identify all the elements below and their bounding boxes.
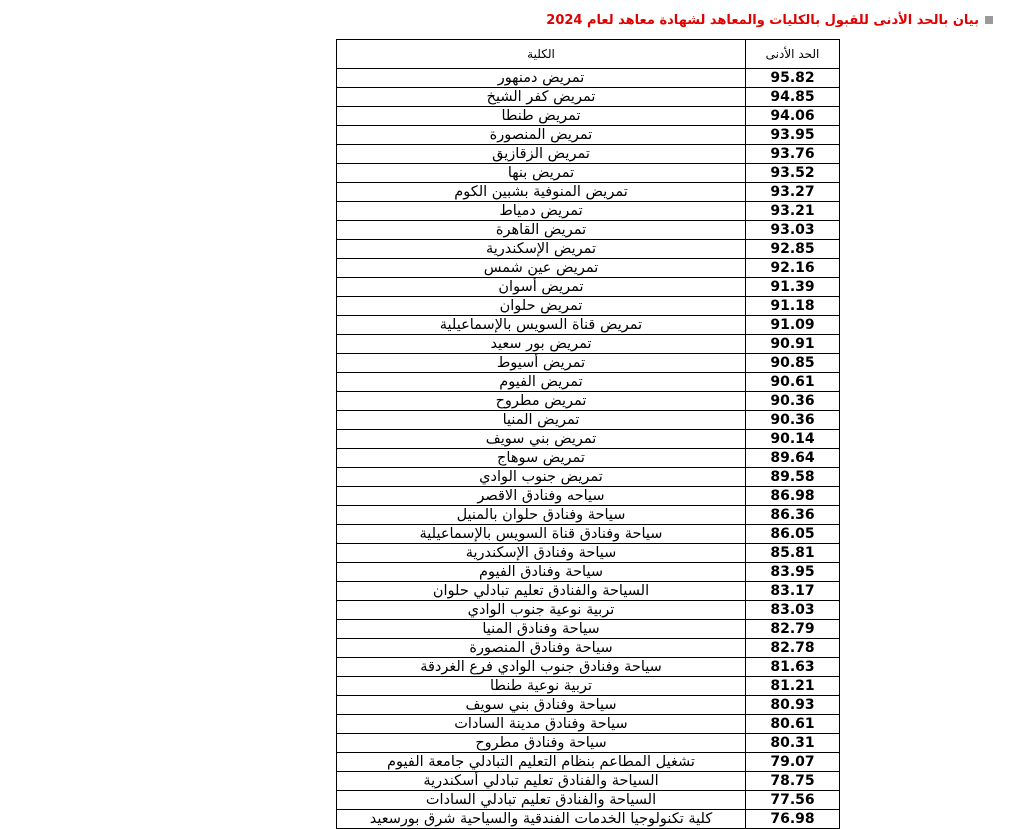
min-score-cell: 94.85 [746,88,840,107]
college-name-cell: كلية تكنولوجيا الخدمات الفندقية والسياحية شرق بورسعيد [337,810,746,829]
table-row [337,487,840,506]
min-score-cell: 80.31 [746,734,840,753]
min-score-cell: 83.03 [746,601,840,620]
table-row [337,297,840,316]
college-name-cell: تمريض دمنهور [337,69,746,88]
table-row [337,791,840,810]
min-score-cell: 82.79 [746,620,840,639]
header-college: الكلية [337,40,746,69]
table-row [337,734,840,753]
college-name-cell: السياحة والفنادق تعليم تبادلي أسكندرية [337,772,746,791]
table-row [337,753,840,772]
table-row [337,259,840,278]
min-score-cell: 92.85 [746,240,840,259]
min-score-cell: 90.14 [746,430,840,449]
table-row [337,316,840,335]
min-score-cell: 81.63 [746,658,840,677]
table-body [337,69,840,829]
table-row [337,164,840,183]
table-row [337,278,840,297]
min-score-cell: 93.03 [746,221,840,240]
college-name-cell: تمريض المنصورة [337,126,746,145]
min-score-cell: 80.93 [746,696,840,715]
table-row [337,544,840,563]
table-row [337,658,840,677]
college-name-cell: تربية نوعية جنوب الوادي [337,601,746,620]
table-row [337,525,840,544]
college-name-cell: سياحة وفنادق المنصورة [337,639,746,658]
min-score-cell: 76.98 [746,810,840,829]
min-score-cell: 93.27 [746,183,840,202]
min-score-cell: 83.95 [746,563,840,582]
college-name-cell: سياحه وفنادق الاقصر [337,487,746,506]
college-name-cell: تمريض سوهاج [337,449,746,468]
table-row [337,373,840,392]
table-row [337,240,840,259]
table-row [337,354,840,373]
college-name-cell: تمريض الفيوم [337,373,746,392]
table-row [337,506,840,525]
min-score-cell: 83.17 [746,582,840,601]
min-score-cell: 80.61 [746,715,840,734]
college-name-cell: تمريض المنيا [337,411,746,430]
min-score-cell: 90.36 [746,411,840,430]
college-name-cell: تمريض دمياط [337,202,746,221]
table-header-row [337,40,840,69]
college-name-cell: سياحة وفنادق مطروح [337,734,746,753]
college-name-cell: سياحة وفنادق حلوان بالمنيل [337,506,746,525]
min-score-cell: 85.81 [746,544,840,563]
min-score-cell: 91.18 [746,297,840,316]
college-name-cell: تمريض بنها [337,164,746,183]
table-row [337,696,840,715]
college-name-cell: تمريض المنوفية بشبين الكوم [337,183,746,202]
min-score-cell: 77.56 [746,791,840,810]
min-score-cell: 90.91 [746,335,840,354]
min-score-cell: 91.09 [746,316,840,335]
college-name-cell: تمريض القاهرة [337,221,746,240]
table-row [337,335,840,354]
college-name-cell: تشغيل المطاعم بنظام التعليم التبادلي جامعة الفيوم [337,753,746,772]
college-name-cell: تمريض أسيوط [337,354,746,373]
college-name-cell: السياحة والفنادق تعليم تبادلي السادات [337,791,746,810]
college-name-cell: تمريض قناة السويس بالإسماعيلية [337,316,746,335]
header-min-score: الحد الأدنى [746,40,840,69]
college-name-cell: سياحة وفنادق بني سويف [337,696,746,715]
college-name-cell: تمريض بور سعيد [337,335,746,354]
min-score-cell: 90.36 [746,392,840,411]
table-row [337,107,840,126]
min-score-cell: 93.21 [746,202,840,221]
college-name-cell: تمريض أسوان [337,278,746,297]
table-row [337,411,840,430]
college-name-cell: تربية نوعية طنطا [337,677,746,696]
table-row [337,430,840,449]
page-title: بيان بالحد الأدنى للقبول بالكليات والمعاهد لشهادة معاهد لعام 2024 [546,12,979,28]
min-score-cell: 95.82 [746,69,840,88]
college-name-cell: تمريض عين شمس [337,259,746,278]
admission-table [336,39,840,829]
min-score-cell: 82.78 [746,639,840,658]
college-name-cell: سياحة وفنادق الفيوم [337,563,746,582]
college-name-cell: السياحة والفنادق تعليم تبادلي حلوان [337,582,746,601]
college-name-cell: تمريض الإسكندرية [337,240,746,259]
min-score-cell: 79.07 [746,753,840,772]
min-score-cell: 90.61 [746,373,840,392]
college-name-cell: تمريض مطروح [337,392,746,411]
table-row [337,88,840,107]
square-bullet-icon [985,16,993,24]
table-row [337,202,840,221]
table-row [337,677,840,696]
min-score-cell: 81.21 [746,677,840,696]
table-row [337,601,840,620]
college-name-cell: تمريض بني سويف [337,430,746,449]
min-score-cell: 89.64 [746,449,840,468]
min-score-cell: 86.36 [746,506,840,525]
college-name-cell: سياحة وفنادق المنيا [337,620,746,639]
table-row [337,183,840,202]
table-row [337,145,840,164]
table-row [337,639,840,658]
college-name-cell: سياحة وفنادق جنوب الوادي فرع الغردقة [337,658,746,677]
min-score-cell: 92.16 [746,259,840,278]
table-row [337,582,840,601]
table-row [337,126,840,145]
college-name-cell: سياحة وفنادق مدينة السادات [337,715,746,734]
table-row [337,392,840,411]
table-row [337,772,840,791]
table-row [337,715,840,734]
college-name-cell: تمريض طنطا [337,107,746,126]
min-score-cell: 78.75 [746,772,840,791]
college-name-cell: تمريض كفر الشيخ [337,88,746,107]
min-score-cell: 91.39 [746,278,840,297]
min-score-cell: 93.76 [746,145,840,164]
college-name-cell: تمريض حلوان [337,297,746,316]
page-heading [546,10,993,30]
min-score-cell: 90.85 [746,354,840,373]
table-row [337,69,840,88]
min-score-cell: 89.58 [746,468,840,487]
table-row [337,221,840,240]
min-score-cell: 93.52 [746,164,840,183]
table-row [337,620,840,639]
min-score-cell: 86.98 [746,487,840,506]
table-row [337,563,840,582]
min-score-cell: 93.95 [746,126,840,145]
college-name-cell: سياحة وفنادق قناة السويس بالإسماعيلية [337,525,746,544]
table-row [337,449,840,468]
table-row [337,468,840,487]
college-name-cell: تمريض جنوب الوادي [337,468,746,487]
college-name-cell: سياحة وفنادق الإسكندرية [337,544,746,563]
min-score-cell: 86.05 [746,525,840,544]
min-score-cell: 94.06 [746,107,840,126]
college-name-cell: تمريض الزقازيق [337,145,746,164]
